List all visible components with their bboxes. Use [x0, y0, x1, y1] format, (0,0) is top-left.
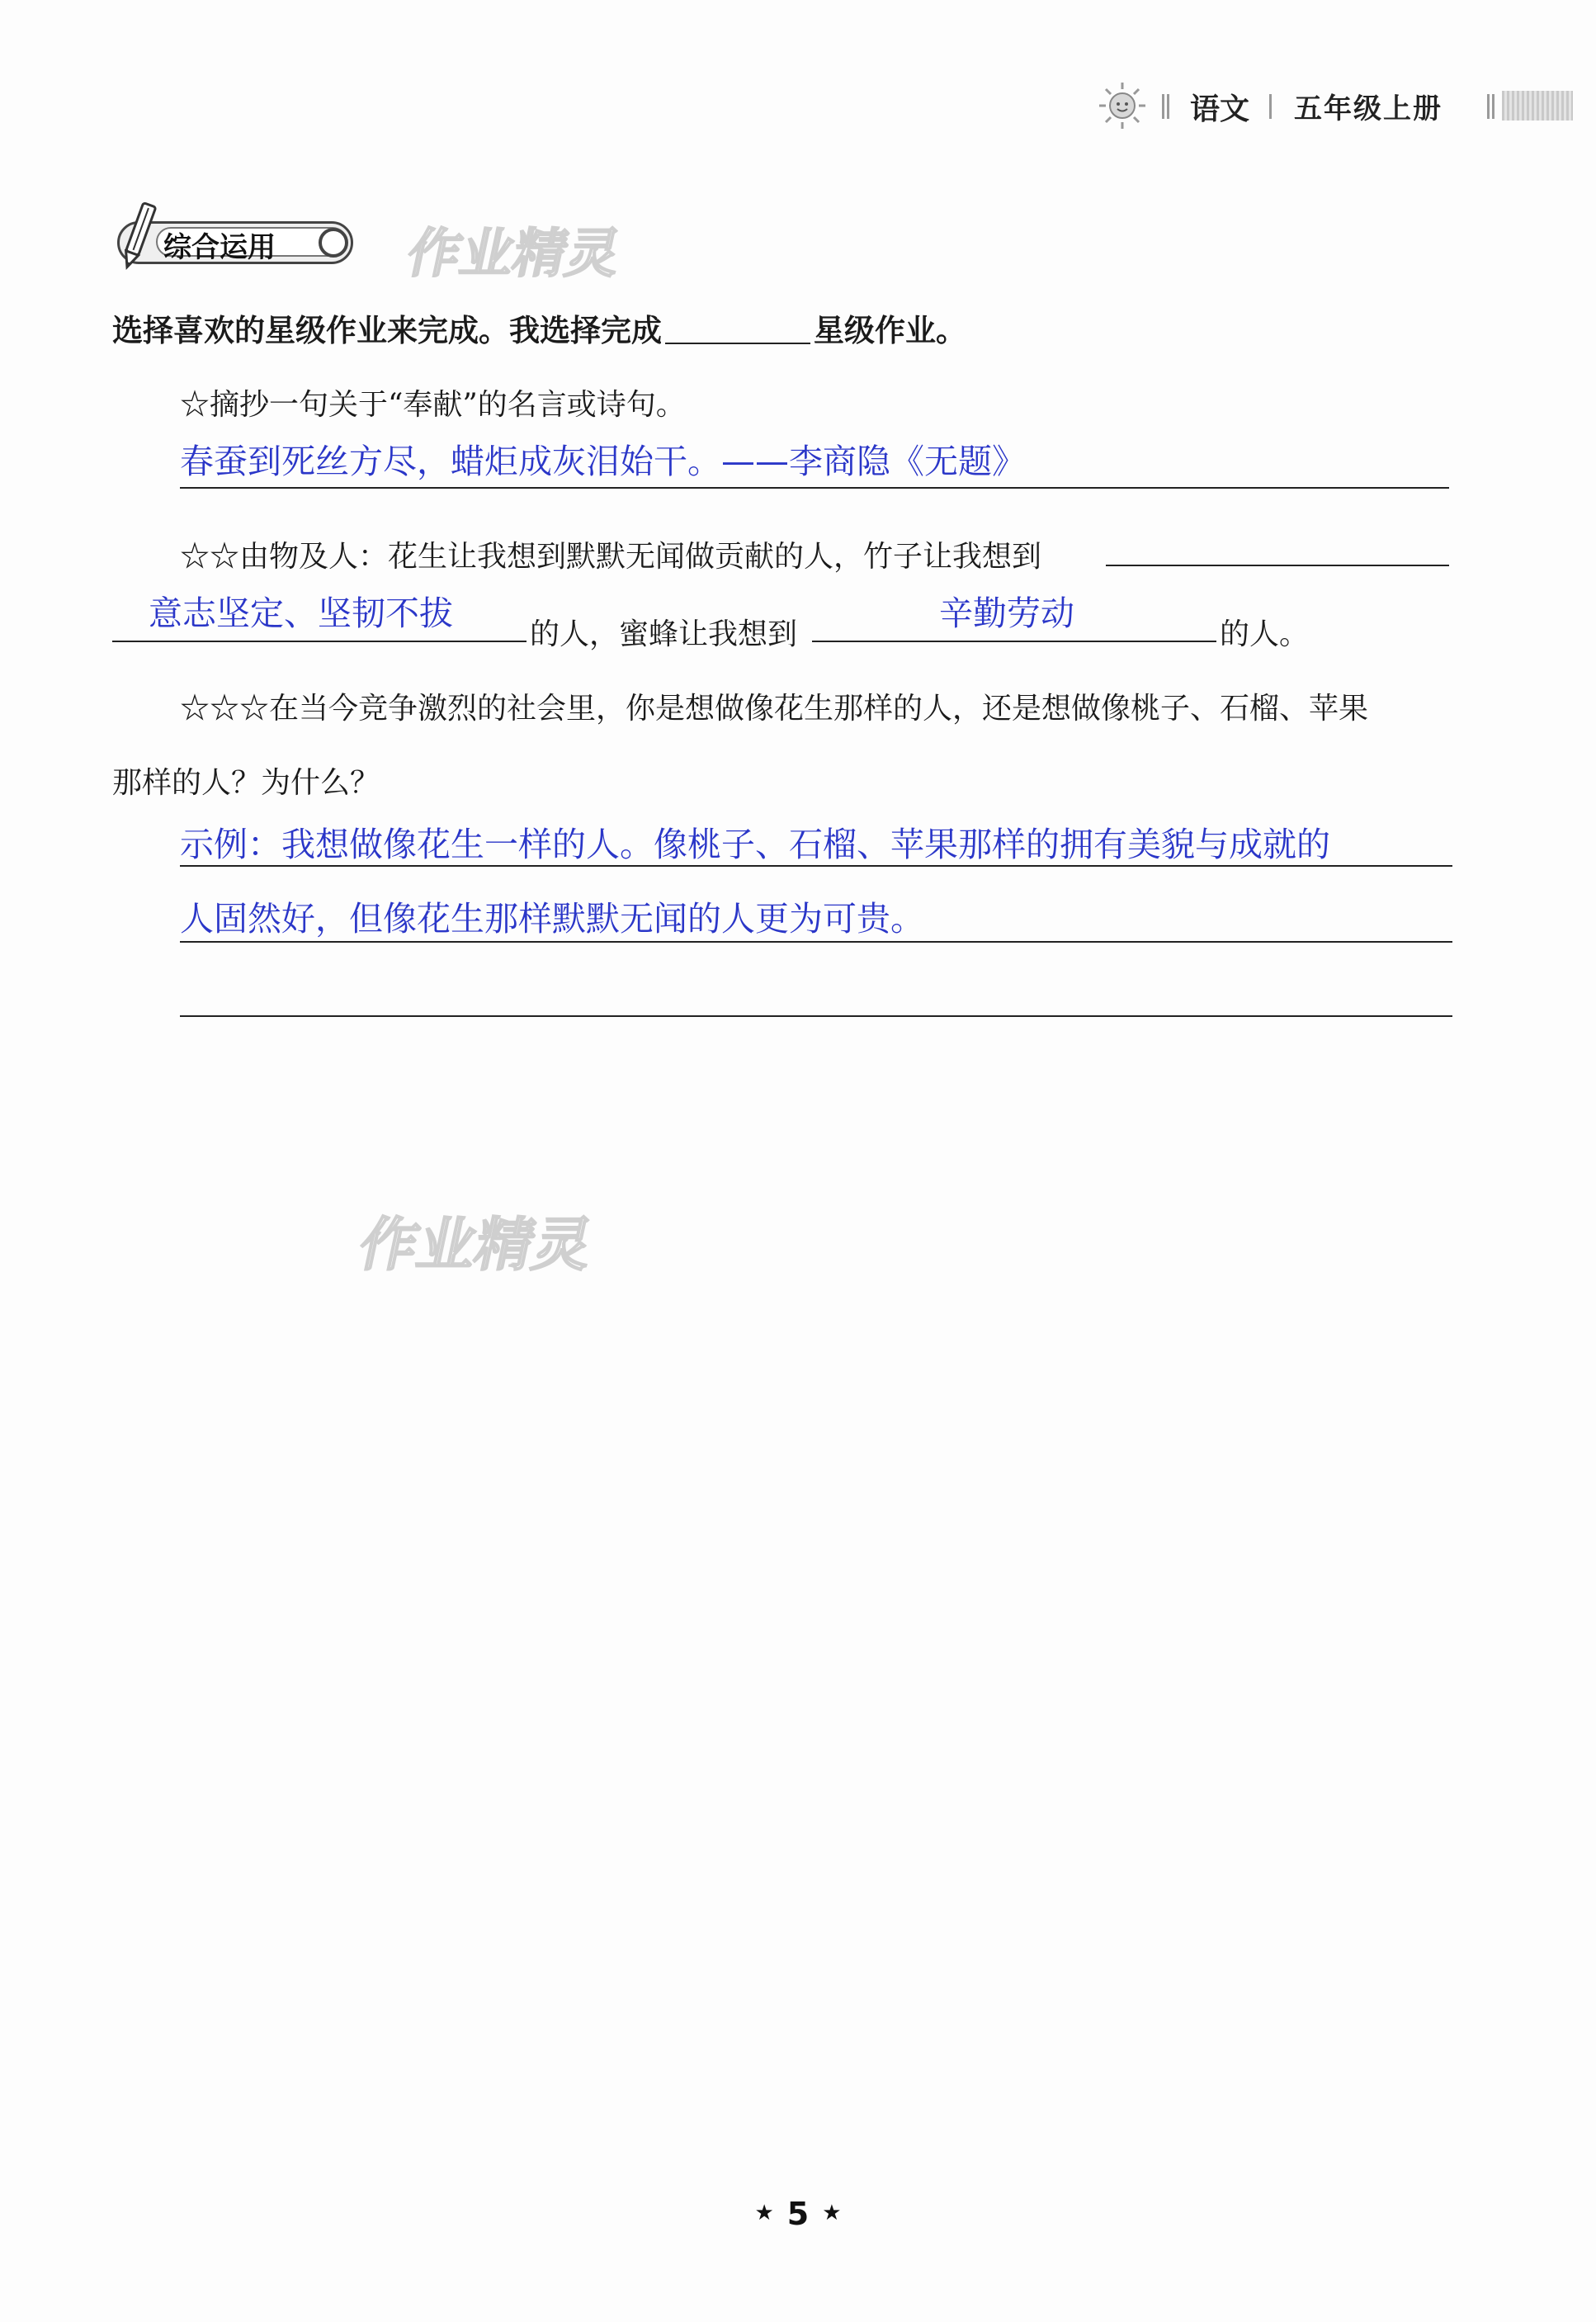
star-icon-right: ★: [822, 2201, 842, 2225]
q1-answer-line[interactable]: [180, 487, 1449, 489]
q3-answer-rule2[interactable]: [180, 941, 1452, 943]
sun-icon: [1098, 81, 1147, 130]
star-icon-left: ★: [754, 2201, 774, 2225]
q3-answer-line1: 示例：我想做像花生一样的人。像桃子、石榴、苹果那样的拥有美貌与成就的: [180, 825, 1330, 864]
q3-answer-rule1[interactable]: [180, 865, 1452, 867]
header-stripe: [1502, 91, 1573, 121]
q2-answer-bamboo: 意志坚定、坚韧不拔: [149, 594, 453, 633]
badge-ring-icon: [319, 228, 348, 258]
q2-prompt: ☆☆由物及人：花生让我想到默默无闻做贡献的人，竹子让我想到: [180, 540, 1042, 574]
star-level-blank[interactable]: [665, 314, 810, 344]
header-divider: [1160, 94, 1172, 119]
q3-answer-rule3[interactable]: [180, 1015, 1452, 1017]
header-separator: [1269, 94, 1272, 119]
header-divider-right: [1485, 94, 1497, 119]
subject-label: 语文: [1190, 92, 1250, 126]
page-number: 5: [786, 2196, 810, 2232]
page-footer: [0, 2196, 1596, 2232]
section-title: 综合运用: [163, 231, 276, 264]
pencil-icon: [112, 198, 165, 272]
q2-answer-bee: 辛勤劳动: [939, 594, 1074, 633]
instruction: [112, 305, 966, 350]
q2-bamboo-line[interactable]: [112, 641, 526, 642]
q2-end-text: 的人。: [1220, 617, 1310, 651]
q1-prompt: ☆摘抄一句关于“奉献”的名言或诗句。: [180, 388, 686, 422]
grade-label: 五年级上册: [1294, 92, 1443, 125]
instruction-text-before: 选择喜欢的星级作业来完成。我选择完成: [112, 313, 662, 348]
watermark-middle: 作业精灵: [353, 1211, 599, 1279]
watermark-top: 作业精灵: [401, 224, 626, 285]
section-badge: [112, 198, 360, 272]
q2-bee-line[interactable]: [812, 641, 1216, 642]
q1-answer: 春蚕到死丝方尽，蜡炬成灰泪始干。——李商隐《无题》: [180, 442, 1026, 481]
q2-bamboo-line-start[interactable]: [1106, 565, 1449, 566]
q3-prompt-line2: 那样的人？为什么？: [112, 766, 380, 800]
q2-mid-text: 的人，蜜蜂让我想到: [530, 617, 798, 651]
instruction-text-after: 星级作业。: [814, 313, 966, 348]
q3-answer-line2: 人固然好，但像花生那样默默无闻的人更为可贵。: [180, 899, 924, 939]
q3-prompt-line1: ☆☆☆在当今竞争激烈的社会里，你是想做像花生那样的人，还是想做像桃子、石榴、苹果: [180, 692, 1369, 726]
page-header: [1098, 79, 1571, 129]
